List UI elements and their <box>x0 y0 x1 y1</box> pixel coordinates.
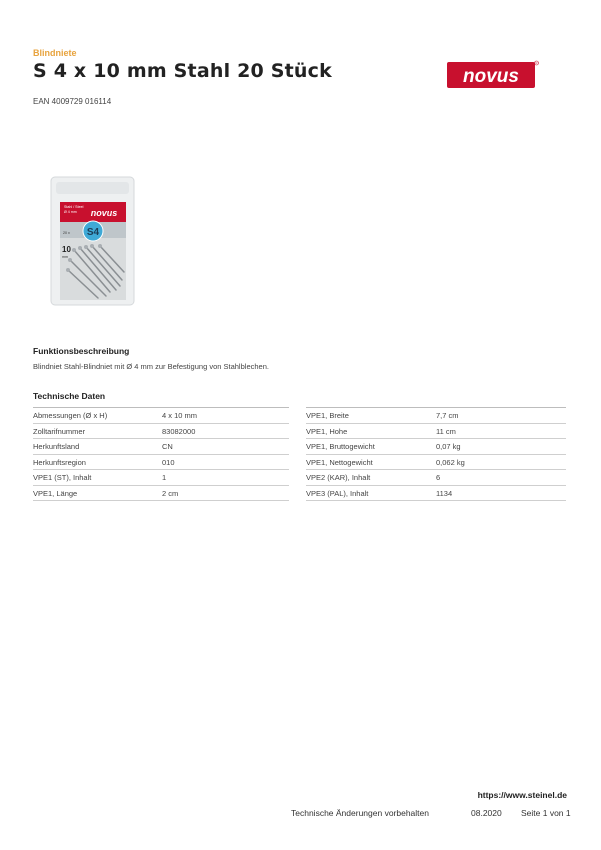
row-value: 1 <box>162 473 167 482</box>
table-row <box>33 439 289 455</box>
svg-text:Ø 4 mm: Ø 4 mm <box>64 210 77 214</box>
row-value: 010 <box>162 457 175 467</box>
svg-text:Stahl / Steel: Stahl / Steel <box>64 205 84 209</box>
function-heading: Funktionsbeschreibung <box>33 346 130 356</box>
row-label: VPE1 (ST), Inhalt <box>33 473 92 482</box>
page-title: S 4 x 10 mm Stahl 20 Stück <box>33 60 332 82</box>
table-row <box>306 439 566 455</box>
svg-text:20 x: 20 x <box>63 231 70 235</box>
row-label: VPE3 (PAL), Inhalt <box>306 488 369 498</box>
svg-text:novus: novus <box>90 208 118 218</box>
row-value: 1134 <box>436 488 453 498</box>
product-image <box>50 176 135 306</box>
table-row <box>306 470 566 486</box>
row-label: Herkunftsland <box>33 442 80 451</box>
row-value: 0,062 kg <box>436 457 465 467</box>
row-value: CN <box>162 442 173 451</box>
table-row <box>33 455 289 471</box>
table-row <box>33 470 289 486</box>
novus-logo <box>447 60 539 90</box>
row-label: Abmessungen (Ø x H) <box>33 411 108 420</box>
row-value: 83082000 <box>162 426 196 436</box>
tech-data-heading: Technische Daten <box>33 391 106 401</box>
svg-text:R: R <box>535 61 538 66</box>
row-label: VPE1, Länge <box>33 488 78 498</box>
row-value: 4 x 10 mm <box>162 411 198 420</box>
table-row <box>33 407 289 424</box>
row-label: VPE2 (KAR), Inhalt <box>306 473 371 482</box>
row-label: VPE1, Hohe <box>306 426 348 436</box>
tech-table-right <box>306 407 566 501</box>
product-category: Blindniete <box>33 48 77 58</box>
row-label: VPE1, Nettogewicht <box>306 457 373 467</box>
table-row <box>306 455 566 471</box>
row-label: Zolltarifnummer <box>33 426 86 436</box>
logo-text: novus <box>463 66 519 87</box>
row-value: 11 cm <box>436 426 456 436</box>
footer-note: Technische Änderungen vorbehalten <box>291 808 429 818</box>
table-row <box>33 424 289 440</box>
table-row <box>33 486 289 502</box>
row-value: 7,7 cm <box>436 411 459 420</box>
table-row <box>306 486 566 502</box>
svg-text:mm: mm <box>62 255 68 259</box>
table-row <box>306 424 566 440</box>
row-label: VPE1, Breite <box>306 411 349 420</box>
row-label: Herkunftsregion <box>33 457 86 467</box>
footer-date: 08.2020 <box>471 808 502 818</box>
svg-text:10: 10 <box>62 245 71 254</box>
row-value: 2 cm <box>162 488 179 498</box>
row-value: 0,07 kg <box>436 442 461 451</box>
tech-table-left <box>33 407 289 501</box>
table-row <box>306 407 566 424</box>
footer-page-number: Seite 1 von 1 <box>521 808 571 818</box>
ean-code: EAN 4009729 016114 <box>33 97 112 106</box>
row-value: 6 <box>436 473 441 482</box>
function-description: Blindniet Stahl-Blindniet mit Ø 4 mm zur Befestigung von Stahlblechen. <box>33 362 269 371</box>
row-label: VPE1, Bruttogewicht <box>306 442 375 451</box>
footer-url-link[interactable]: https://www.steinel.de <box>477 790 567 800</box>
svg-text:S4: S4 <box>86 227 100 238</box>
